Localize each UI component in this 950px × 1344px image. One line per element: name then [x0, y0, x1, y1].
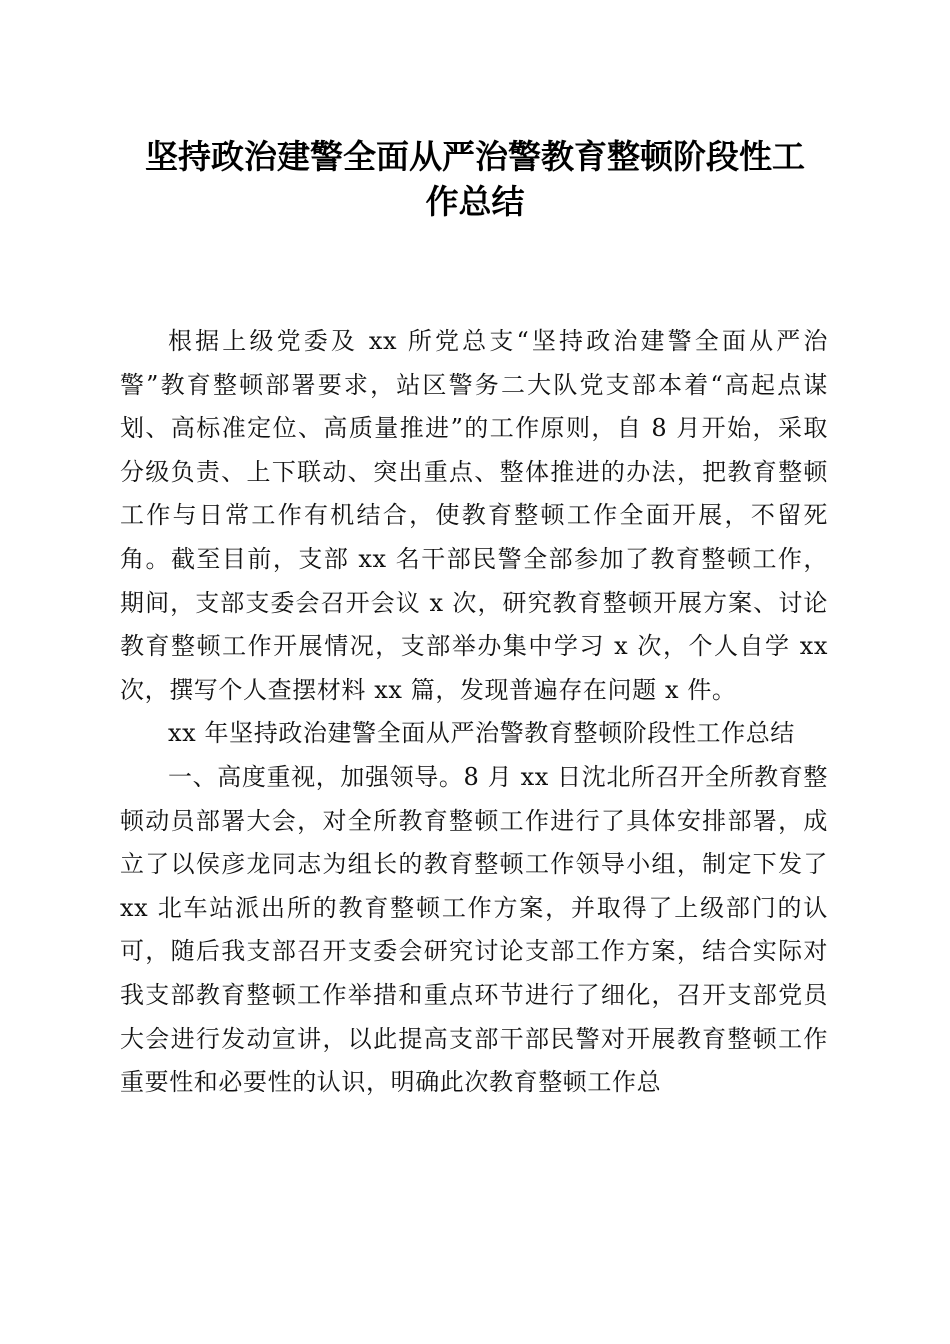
document-title-line-2: 作总结 [425, 182, 525, 221]
paragraph-subtitle: xx 年坚持政治建警全面从严治警教育整顿阶段性工作总结 [168, 719, 795, 748]
document-title-line-1: 坚持政治建警全面从严治警教育整顿阶段性工 [145, 137, 805, 176]
document-title [110, 134, 840, 224]
paragraph-section-1: 一、高度重视，加强领导。8 月 xx 日沈北所召开全所教育整顿动员部署大会，对全所教育整顿工作进行了具体安排部署，成立了以侯彦龙同志为组长的教育整顿工作领导小组，制定下发了 xx 北车站派出所的教育整顿工作方案，并取得了上级部门的认可，随后我支部召开支委会研究讨论支部工作方案，结合实际对我支部教育整顿工作举措和重点环节进行了细化，召开支部党员大会进行发动宣讲，以此提高支部干部民警对开展教育整顿工作重要性和必要性的认识，明确此次教育整顿工作总 [120, 762, 828, 1097]
document-body [120, 320, 828, 1105]
paragraph-intro: 根据上级党委及 xx 所党总支“坚持政治建警全面从严治警”教育整顿部署要求，站区警务二大队党支部本着“高起点谋划、高标准定位、高质量推进”的工作原则，自 8 月开始，采取分级负责、上下联动、突出重点、整体推进的办法，把教育整顿工作与日常工作有机结合，使教育整顿工作全面开展，不留死角。截至目前，支部 xx 名干部民警全部参加了教育整顿工作，期间，支部支委会召开会议 x 次，研究教育整顿开展方案、讨论教育整顿工作开展情况，支部举办集中学习 x 次，个人自学 xx 次，撰写个人查摆材料 xx 篇，发现普遍存在问题 x 件。 [120, 327, 828, 704]
